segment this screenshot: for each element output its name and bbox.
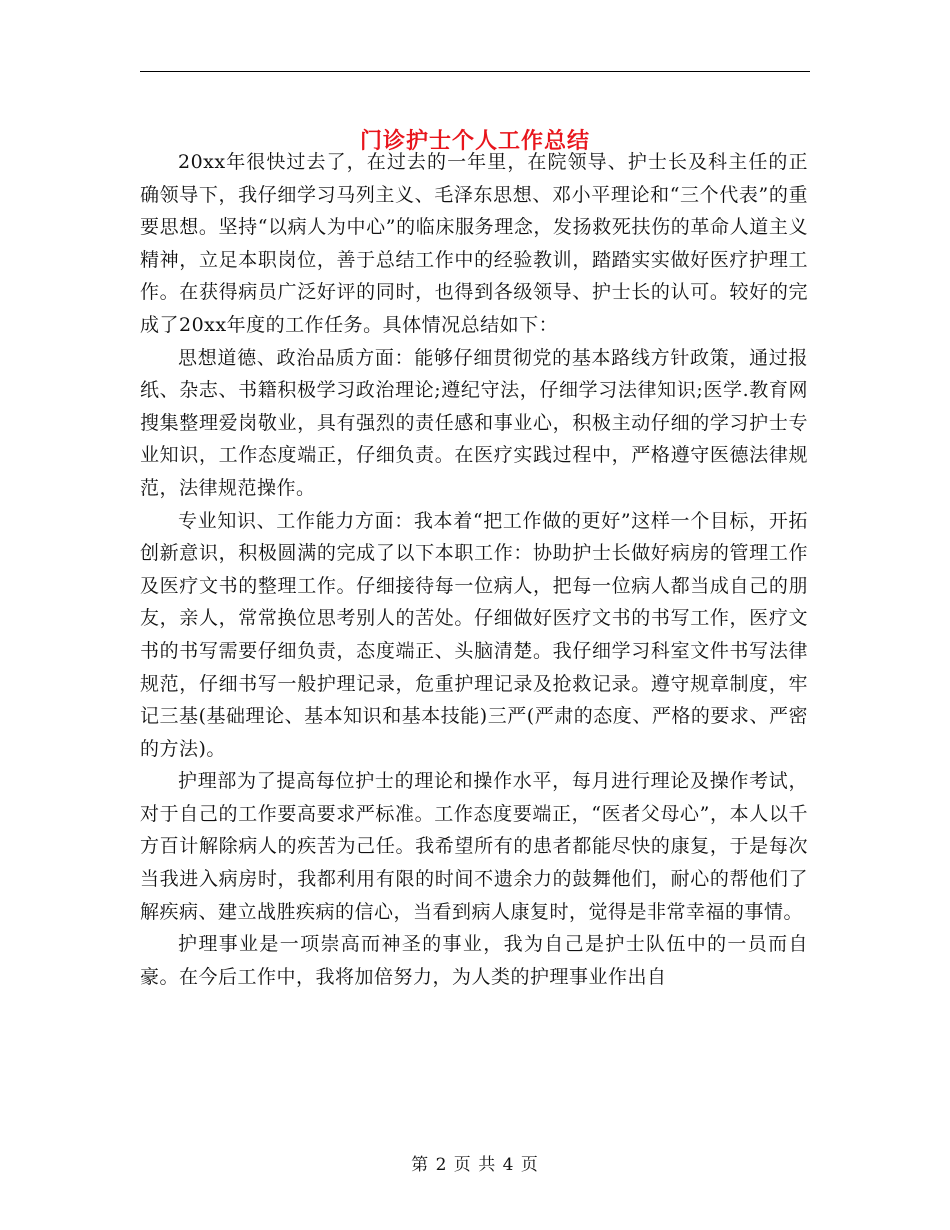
header-rule	[140, 71, 810, 72]
paragraph-professional: 专业知识、工作能力方面：我本着“把工作做的更好”这样一个目标，开拓创新意识，积极圆满的完成了以下本职工作：协助护士长做好病房的管理工作及医疗文书的整理工作。仔细接待每一位病人，把每一位病人都当成自己的朋友，亲人，常常换位思考别人的苦处。仔细做好医疗文书的书写工作，医疗文书的书写需要仔细负责，态度端正、头脑清楚。我仔细学习科室文件书写法律规范，仔细书写一般护理记录，危重护理记录及抢救记录。遵守规章制度，牢记三基(基础理论、基本知识和基本技能)三严(严肃的态度、严格的要求、严密的方法)。	[140, 509, 808, 760]
paragraph-nursing-dept: 护理部为了提高每位护士的理论和操作水平，每月进行理论及操作考试，对于自己的工作要高要求严标准。工作态度要端正，“医者父母心”，本人以千方百计解除病人的疾苦为己任。我希望所有的患者都能尽快的康复，于是每次当我进入病房时，我都利用有限的时间不遗余力的鼓舞他们，耐心的帮他们了解疾病、建立战胜疾病的信心，当看到病人康复时，觉得是非常幸福的事情。	[140, 770, 808, 923]
document-title: 门诊护士个人工作总结	[359, 127, 590, 154]
document-body	[140, 146, 808, 993]
paragraph-career: 护理事业是一项崇高而神圣的事业，我为自己是护士队伍中的一员而自豪。在今后工作中，我将加倍努力，为人类的护理事业作出自	[140, 933, 808, 988]
paragraph-intro: 20xx年很快过去了，在过去的一年里，在院领导、护士长及科主任的正确领导下，我仔细学习马列主义、毛泽东思想、邓小平理论和“三个代表”的重要思想。坚持“以病人为中心”的临床服务理念，发扬救死扶伤的革命人道主义精神，立足本职岗位，善于总结工作中的经验教训，踏踏实实做好医疗护理工作。在获得病员广泛好评的同时，也得到各级领导、护士长的认可。较好的完成了20xx年度的工作任务。具体情况总结如下：	[140, 151, 808, 336]
paragraph-ideology: 思想道德、政治品质方面：能够仔细贯彻党的基本路线方针政策，通过报纸、杂志、书籍积极学习政治理论;遵纪守法，仔细学习法律知识;医学.教育网搜集整理爱岗敬业，具有强烈的责任感和事业心，积极主动仔细的学习护士专业知识，工作态度端正，仔细负责。在医疗实践过程中，严格遵守医德法律规范，法律规范操作。	[140, 346, 808, 499]
page-footer: 第 2 页 共 4 页	[411, 1155, 539, 1175]
